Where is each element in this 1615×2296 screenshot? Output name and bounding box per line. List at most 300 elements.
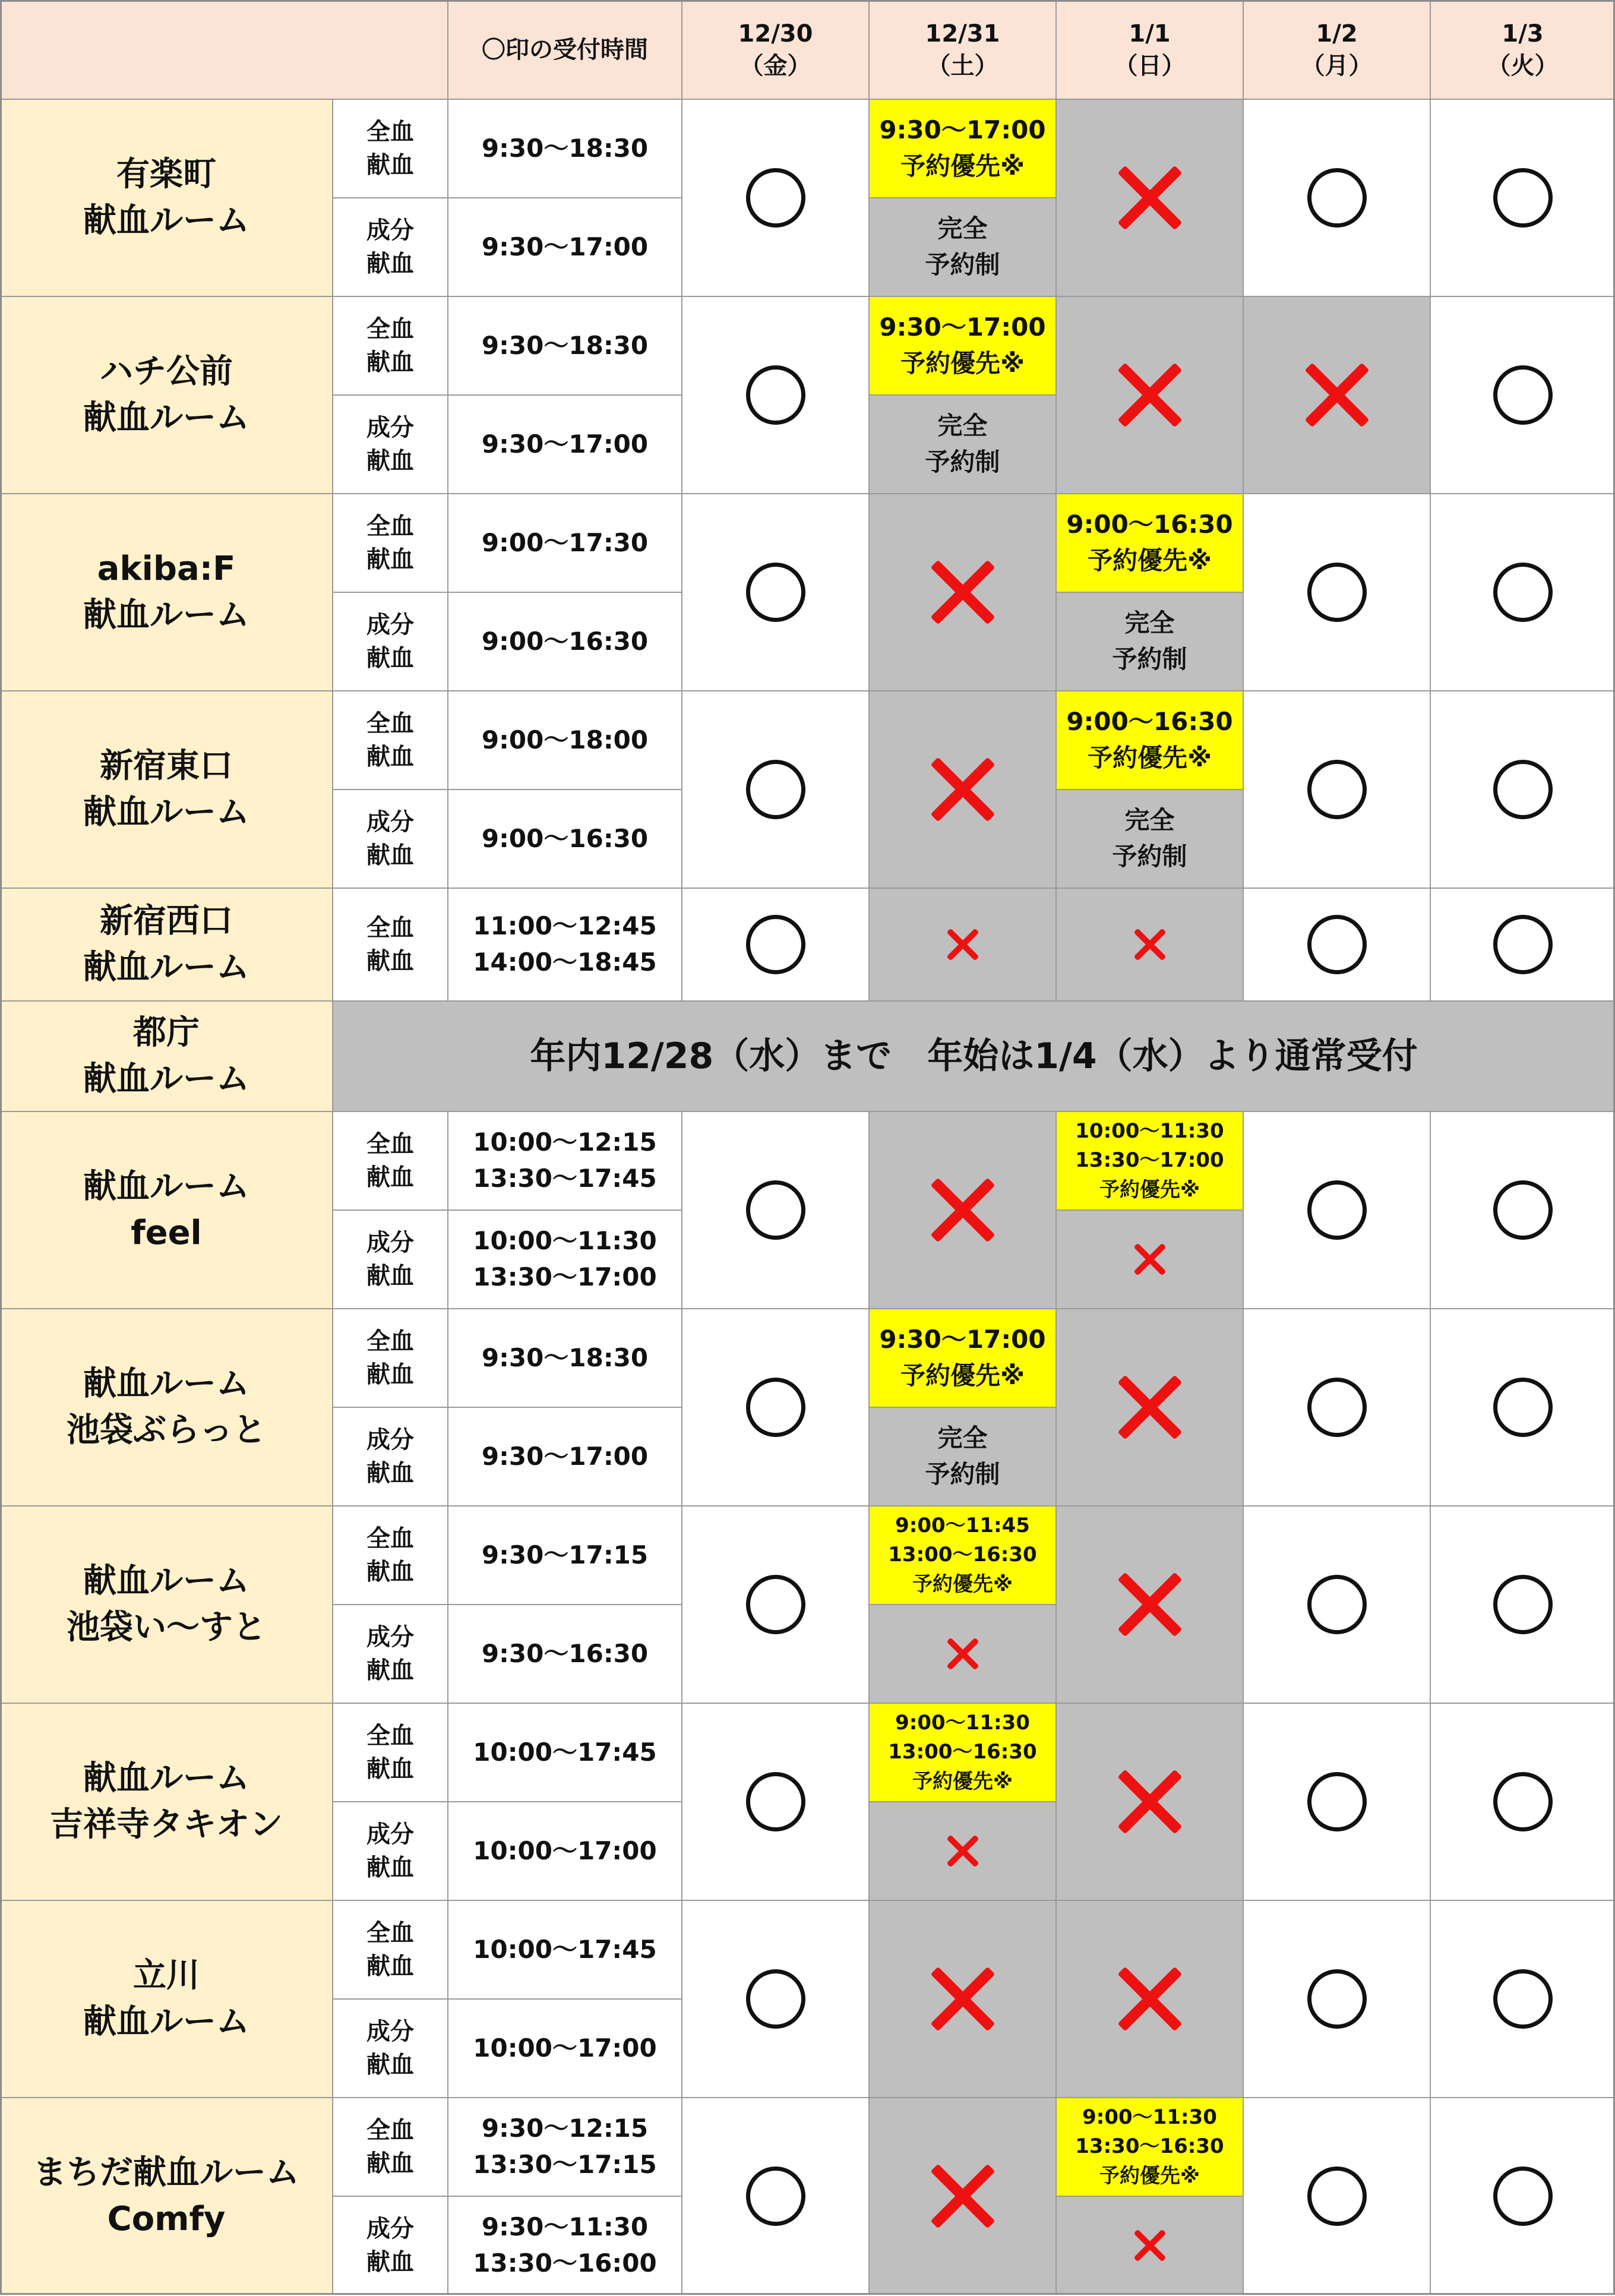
reservation-priority-slot-text: 13:30〜16:30 xyxy=(1075,2134,1224,2159)
room-name xyxy=(0,296,333,494)
reception-hours-text: 13:30〜17:00 xyxy=(473,1262,657,1291)
header-date-4-text: （月） xyxy=(1301,52,1373,80)
donation-type-text: 成分 xyxy=(366,1624,414,1651)
reservation-only-slot xyxy=(869,1407,1056,1506)
room-name-text: 立川 xyxy=(133,1956,200,1995)
donation-type-text: 全血 xyxy=(366,914,414,942)
reception-hours-text: 9:00〜18:00 xyxy=(481,725,649,754)
donation-type-text: 献血 xyxy=(366,1460,414,1487)
day-status-4 xyxy=(1243,296,1430,494)
reception-hours xyxy=(448,1900,682,1999)
donation-type xyxy=(333,2196,448,2295)
reservation-priority-slot xyxy=(869,1506,1056,1605)
open-circle-icon xyxy=(746,1969,805,2029)
donation-type-text: 成分 xyxy=(366,414,414,441)
day-status-5 xyxy=(1430,1506,1615,1703)
header-date-2 xyxy=(869,0,1056,99)
donation-type xyxy=(333,592,448,691)
reservation-priority-slot-text: 9:00〜16:30 xyxy=(1066,510,1233,539)
reception-hours xyxy=(448,198,682,296)
donation-type-text: 献血 xyxy=(366,1164,414,1191)
open-circle-icon xyxy=(1493,2166,1553,2226)
donation-type-text: 献血 xyxy=(366,546,414,573)
day-status-4 xyxy=(1243,494,1430,691)
room-name xyxy=(0,1001,333,1111)
room-name-text: 吉祥寺タキオン xyxy=(50,1805,283,1844)
reception-hours-text: 9:30〜11:30 xyxy=(481,2212,649,2242)
reception-hours xyxy=(448,1210,682,1309)
donation-type-text: 献血 xyxy=(366,948,414,975)
open-circle-icon xyxy=(746,915,805,974)
donation-type-text: 献血 xyxy=(366,1657,414,1684)
open-circle-icon xyxy=(1493,365,1553,425)
room-name xyxy=(0,99,333,296)
day-status-1 xyxy=(682,2098,869,2295)
donation-type xyxy=(333,99,448,198)
open-circle-icon xyxy=(746,563,805,622)
reservation-only-slot xyxy=(1056,789,1243,888)
donation-type-text: 献血 xyxy=(366,1854,414,1881)
reservation-priority-slot-text: 9:30〜17:00 xyxy=(879,312,1046,342)
open-circle-icon xyxy=(1493,1575,1553,1634)
open-circle-icon xyxy=(1493,1378,1553,1437)
donation-type xyxy=(333,494,448,592)
reservation-priority-slot-text: 9:30〜17:00 xyxy=(879,1325,1046,1354)
room-name-text: 都庁 xyxy=(133,1013,200,1052)
day-status-4 xyxy=(1243,1703,1430,1900)
reception-hours-text: 13:30〜16:00 xyxy=(473,2248,657,2278)
donation-type-text: 全血 xyxy=(366,1328,414,1355)
reception-hours-text: 10:00〜17:00 xyxy=(473,2033,657,2063)
donation-type-text: 全血 xyxy=(366,2117,414,2144)
reception-hours-text: 11:00〜12:45 xyxy=(473,911,657,941)
reception-hours xyxy=(448,1999,682,2098)
header-date-3 xyxy=(1056,0,1243,99)
reservation-only-slot xyxy=(869,1802,1056,1900)
room-name-text: 新宿西口 xyxy=(100,901,233,940)
reception-hours xyxy=(448,888,682,1001)
reception-hours-text: 13:30〜17:45 xyxy=(473,1164,657,1193)
closed-cross-icon xyxy=(1117,1769,1183,1834)
reservation-priority-slot-text: 9:30〜17:00 xyxy=(879,115,1046,145)
reception-hours-text: 9:00〜17:30 xyxy=(481,528,649,557)
closed-cross-icon xyxy=(1117,362,1183,428)
reservation-priority-slot xyxy=(869,1703,1056,1802)
header-date-5-text: （火） xyxy=(1487,52,1559,80)
room-name xyxy=(0,1703,333,1900)
reservation-priority-slot-text: 9:00〜11:30 xyxy=(895,1711,1030,1735)
donation-type-text: 献血 xyxy=(366,2150,414,2177)
donation-type xyxy=(333,1407,448,1506)
reception-hours xyxy=(448,494,682,592)
room-name-text: akiba:F xyxy=(97,549,236,588)
reception-hours-text: 10:00〜17:45 xyxy=(473,1934,657,1964)
donation-type xyxy=(333,1605,448,1703)
donation-type-text: 成分 xyxy=(366,1821,414,1848)
day-status-1 xyxy=(682,691,869,888)
reception-hours-text: 9:30〜18:30 xyxy=(481,133,649,163)
reservation-only-slot xyxy=(1056,2196,1243,2295)
room-name-text: 献血ルーム xyxy=(83,1364,249,1403)
open-circle-icon xyxy=(746,1378,805,1437)
room-name-text: 池袋ぶらっと xyxy=(67,1411,266,1449)
header-date-3-text: 1/1 xyxy=(1129,20,1171,48)
closed-cross-icon xyxy=(930,1966,995,2032)
room-name-text: Comfy xyxy=(107,2200,226,2238)
donation-type xyxy=(333,296,448,395)
open-circle-icon xyxy=(746,760,805,819)
donation-type-text: 献血 xyxy=(366,645,414,672)
day-status-5 xyxy=(1430,494,1615,691)
closed-cross-icon xyxy=(1132,1242,1168,1277)
open-circle-icon xyxy=(1307,168,1367,228)
room-name xyxy=(0,1900,333,2098)
day-status-2 xyxy=(869,1900,1056,2098)
closed-cross-icon xyxy=(1117,1966,1183,2032)
reservation-priority-slot-text: 13:00〜16:30 xyxy=(888,1543,1037,1567)
room-name-text: ハチ公前 xyxy=(100,352,233,391)
day-status-2 xyxy=(869,494,1056,691)
donation-type-text: 全血 xyxy=(366,1919,414,1947)
day-status-2 xyxy=(869,888,1056,1001)
day-status-1 xyxy=(682,1506,869,1703)
day-status-3 xyxy=(1056,99,1243,296)
room-name-text: まちだ献血ルーム xyxy=(33,2153,299,2192)
reception-hours-text: 13:30〜17:15 xyxy=(473,2150,657,2179)
donation-type-text: 成分 xyxy=(366,809,414,836)
day-status-2 xyxy=(869,1111,1056,1309)
donation-type-text: 全血 xyxy=(366,1722,414,1749)
donation-type xyxy=(333,1703,448,1802)
open-circle-icon xyxy=(1493,1772,1553,1831)
open-circle-icon xyxy=(1493,168,1553,228)
room-name xyxy=(0,888,333,1001)
day-status-1 xyxy=(682,1900,869,2098)
reservation-only-slot-text: 予約制 xyxy=(925,1460,1000,1489)
closed-cross-icon xyxy=(930,560,995,625)
day-status-5 xyxy=(1430,691,1615,888)
reception-hours-text: 9:30〜17:00 xyxy=(481,232,649,261)
reception-hours-text: 9:30〜17:00 xyxy=(481,429,649,459)
reservation-only-slot-text: 完全 xyxy=(937,1423,988,1453)
reservation-only-slot xyxy=(869,1605,1056,1703)
donation-type xyxy=(333,395,448,494)
donation-type-text: 献血 xyxy=(366,1361,414,1388)
open-circle-icon xyxy=(1307,1575,1367,1634)
open-circle-icon xyxy=(746,1575,805,1634)
room-name-text: 献血ルーム xyxy=(83,793,249,832)
day-status-1 xyxy=(682,1703,869,1900)
day-status-2 xyxy=(869,691,1056,888)
reception-hours xyxy=(448,1802,682,1900)
closed-cross-icon xyxy=(1304,362,1370,428)
reservation-priority-slot-text: 予約優先※ xyxy=(1099,2164,1200,2188)
donation-type xyxy=(333,1506,448,1605)
room-name-text: feel xyxy=(131,1214,202,1252)
open-circle-icon xyxy=(1493,760,1553,819)
donation-type-text: 全血 xyxy=(366,1130,414,1158)
reservation-only-slot-text: 予約制 xyxy=(1112,645,1187,674)
donation-type xyxy=(333,888,448,1001)
donation-type xyxy=(333,691,448,789)
reservation-priority-slot-text: 予約優先※ xyxy=(900,1361,1025,1390)
reception-hours xyxy=(448,296,682,395)
donation-type-text: 献血 xyxy=(366,447,414,475)
reception-hours-text: 9:30〜12:15 xyxy=(481,2114,649,2143)
reservation-priority-slot-text: 予約優先※ xyxy=(912,1572,1013,1596)
reservation-only-slot-text: 予約制 xyxy=(925,250,1000,279)
reception-hours xyxy=(448,1407,682,1506)
open-circle-icon xyxy=(1493,915,1553,974)
reception-hours xyxy=(448,2196,682,2295)
reception-hours-text: 10:00〜12:15 xyxy=(473,1128,657,1157)
room-name xyxy=(0,1309,333,1506)
day-status-5 xyxy=(1430,296,1615,494)
room-name xyxy=(0,691,333,888)
day-status-5 xyxy=(1430,1111,1615,1309)
open-circle-icon xyxy=(746,1180,805,1240)
room-name-text: 献血ルーム xyxy=(83,399,249,437)
open-circle-icon xyxy=(1493,1180,1553,1240)
header-date-4-text: 1/2 xyxy=(1316,20,1358,48)
reception-hours-text: 9:30〜18:30 xyxy=(481,330,649,360)
closed-cross-icon xyxy=(930,2164,995,2229)
day-status-4 xyxy=(1243,691,1430,888)
day-status-4 xyxy=(1243,1309,1430,1506)
donation-type-text: 献血 xyxy=(366,1953,414,1980)
donation-type-text: 成分 xyxy=(366,2018,414,2045)
reception-hours-text: 9:00〜16:30 xyxy=(481,823,649,853)
day-status-5 xyxy=(1430,2098,1615,2295)
reception-hours xyxy=(448,1506,682,1605)
day-status-3 xyxy=(1056,1506,1243,1703)
reception-hours xyxy=(448,1309,682,1407)
donation-type-text: 成分 xyxy=(366,2215,414,2243)
day-status-4 xyxy=(1243,2098,1430,2295)
donation-type-text: 献血 xyxy=(366,349,414,376)
donation-type-text: 献血 xyxy=(366,1755,414,1783)
header-time-column xyxy=(448,0,682,99)
room-notice-text: 年内12/28（水）まで 年始は1/4（水）より通常受付 xyxy=(530,1035,1418,1077)
open-circle-icon xyxy=(1307,1969,1367,2029)
reservation-priority-slot-text: 13:00〜16:30 xyxy=(888,1740,1037,1764)
reception-hours xyxy=(448,789,682,888)
room-name xyxy=(0,494,333,691)
reservation-priority-slot-text: 9:00〜16:30 xyxy=(1066,707,1233,737)
donation-type xyxy=(333,1802,448,1900)
open-circle-icon xyxy=(1493,563,1553,622)
donation-type xyxy=(333,1309,448,1407)
closed-cross-icon xyxy=(1132,2228,1168,2263)
donation-type-text: 成分 xyxy=(366,1426,414,1454)
room-name-text: 献血ルーム xyxy=(83,1561,249,1600)
closed-cross-icon xyxy=(945,1833,981,1869)
reception-hours xyxy=(448,2098,682,2196)
day-status-5 xyxy=(1430,1703,1615,1900)
open-circle-icon xyxy=(746,168,805,228)
donation-type xyxy=(333,1999,448,2098)
room-name-text: 新宿東口 xyxy=(100,746,233,785)
reception-hours xyxy=(448,592,682,691)
donation-type-text: 献血 xyxy=(366,1558,414,1586)
day-status-3 xyxy=(1056,296,1243,494)
room-name xyxy=(0,1506,333,1703)
day-status-5 xyxy=(1430,1309,1615,1506)
donation-type-text: 献血 xyxy=(366,2051,414,2079)
donation-type xyxy=(333,1900,448,1999)
donation-type-text: 全血 xyxy=(366,315,414,343)
room-name-text: 献血ルーム xyxy=(83,1167,249,1206)
day-status-1 xyxy=(682,296,869,494)
reservation-priority-slot-text: 予約優先※ xyxy=(1088,743,1212,772)
day-status-2 xyxy=(869,2098,1056,2295)
reservation-only-slot-text: 完全 xyxy=(937,411,988,441)
donation-type-text: 成分 xyxy=(366,1229,414,1256)
room-name-text: 献血ルーム xyxy=(83,948,249,987)
reservation-priority-slot-text: 予約優先※ xyxy=(1099,1177,1200,1202)
header-date-2-text: （土） xyxy=(927,52,998,80)
room-notice xyxy=(333,1001,1615,1111)
reception-hours-text: 10:00〜17:45 xyxy=(473,1737,657,1767)
reception-hours xyxy=(448,1605,682,1703)
day-status-5 xyxy=(1430,1900,1615,2098)
open-circle-icon xyxy=(1307,760,1367,819)
room-name-text: 献血ルーム xyxy=(83,1060,249,1098)
open-circle-icon xyxy=(746,365,805,425)
reservation-only-slot-text: 予約制 xyxy=(1112,842,1187,871)
reception-hours xyxy=(448,1703,682,1802)
reservation-priority-slot-text: 予約優先※ xyxy=(1088,546,1212,575)
donation-type-text: 全血 xyxy=(366,513,414,540)
day-status-4 xyxy=(1243,1900,1430,2098)
reservation-only-slot-text: 完全 xyxy=(1124,806,1175,835)
room-name-text: 献血ルーム xyxy=(83,201,249,240)
reception-hours-text: 9:00〜16:30 xyxy=(481,626,649,656)
reservation-priority-slot xyxy=(1056,494,1243,592)
reservation-priority-slot xyxy=(1056,2098,1243,2196)
open-circle-icon xyxy=(1307,1772,1367,1831)
reception-hours-text: 10:00〜11:30 xyxy=(473,1226,657,1256)
header-corner xyxy=(0,0,448,99)
header-date-1 xyxy=(682,0,869,99)
room-name-text: 献血ルーム xyxy=(83,596,249,634)
day-status-3 xyxy=(1056,888,1243,1001)
day-status-3 xyxy=(1056,1703,1243,1900)
day-status-5 xyxy=(1430,888,1615,1001)
header-date-4 xyxy=(1243,0,1430,99)
reservation-only-slot xyxy=(1056,1210,1243,1309)
header-date-1-text: （金） xyxy=(739,52,811,80)
day-status-1 xyxy=(682,1309,869,1506)
room-name xyxy=(0,2098,333,2295)
donation-type xyxy=(333,2098,448,2196)
reservation-priority-slot xyxy=(1056,1111,1243,1210)
day-status-3 xyxy=(1056,1900,1243,2098)
reception-hours-text: 9:30〜17:00 xyxy=(481,1441,649,1471)
donation-type xyxy=(333,1210,448,1309)
closed-cross-icon xyxy=(1117,165,1183,230)
donation-type xyxy=(333,198,448,296)
reservation-priority-slot-text: 予約優先※ xyxy=(912,1769,1013,1793)
day-status-4 xyxy=(1243,1506,1430,1703)
donation-type xyxy=(333,789,448,888)
closed-cross-icon xyxy=(945,1636,981,1672)
reservation-only-slot xyxy=(869,395,1056,494)
reception-hours-text: 14:00〜18:45 xyxy=(473,948,657,977)
day-status-1 xyxy=(682,494,869,691)
closed-cross-icon xyxy=(930,757,995,822)
open-circle-icon xyxy=(1493,1969,1553,2029)
closed-cross-icon xyxy=(1117,1375,1183,1440)
reservation-priority-slot-text: 9:00〜11:30 xyxy=(1082,2105,1217,2130)
reservation-priority-slot-text: 予約優先※ xyxy=(900,349,1025,378)
donation-type-text: 成分 xyxy=(366,611,414,639)
day-status-4 xyxy=(1243,888,1430,1001)
header-time-column-text: 〇印の受付時間 xyxy=(482,36,648,64)
header-date-2-text: 12/31 xyxy=(925,20,1000,48)
donation-type-text: 献血 xyxy=(366,2248,414,2276)
reservation-only-slot-text: 予約制 xyxy=(925,447,1000,476)
reservation-only-slot-text: 完全 xyxy=(1124,608,1175,638)
open-circle-icon xyxy=(1307,1378,1367,1437)
room-name-text: 献血ルーム xyxy=(83,1758,249,1798)
reception-hours xyxy=(448,1111,682,1210)
room-name-text: 献血ルーム xyxy=(83,2003,249,2041)
day-status-1 xyxy=(682,1111,869,1309)
open-circle-icon xyxy=(1307,563,1367,622)
day-status-5 xyxy=(1430,99,1615,296)
reception-hours xyxy=(448,99,682,198)
open-circle-icon xyxy=(746,1772,805,1831)
donation-type xyxy=(333,1111,448,1210)
reservation-priority-slot-text: 予約優先※ xyxy=(900,151,1025,181)
day-status-1 xyxy=(682,888,869,1001)
donation-type-text: 献血 xyxy=(366,1262,414,1290)
closed-cross-icon xyxy=(930,1177,995,1243)
header-date-3-text: （日） xyxy=(1114,52,1186,80)
reception-hours-text: 9:30〜18:30 xyxy=(481,1343,649,1372)
room-name-text: 池袋い〜すと xyxy=(67,1608,266,1647)
reservation-priority-slot xyxy=(1056,691,1243,789)
reservation-only-slot-text: 完全 xyxy=(937,214,988,244)
reservation-priority-slot xyxy=(869,99,1056,198)
reservation-priority-slot-text: 10:00〜11:30 xyxy=(1075,1119,1224,1144)
header-date-5 xyxy=(1430,0,1615,99)
day-status-4 xyxy=(1243,99,1430,296)
reservation-only-slot xyxy=(869,198,1056,296)
donation-type-text: 全血 xyxy=(366,1525,414,1552)
open-circle-icon xyxy=(1307,1180,1367,1240)
reception-hours xyxy=(448,395,682,494)
donation-type-text: 献血 xyxy=(366,250,414,277)
header-date-5-text: 1/3 xyxy=(1502,20,1544,48)
day-status-3 xyxy=(1056,1309,1243,1506)
open-circle-icon xyxy=(746,2166,805,2226)
donation-type-text: 献血 xyxy=(366,842,414,869)
reservation-priority-slot xyxy=(869,296,1056,395)
donation-type-text: 献血 xyxy=(366,743,414,770)
open-circle-icon xyxy=(1307,2166,1367,2226)
donation-type-text: 献血 xyxy=(366,151,414,179)
reception-hours-text: 10:00〜17:00 xyxy=(473,1836,657,1865)
donation-type-text: 全血 xyxy=(366,710,414,737)
header-date-1-text: 12/30 xyxy=(738,20,813,48)
day-status-1 xyxy=(682,99,869,296)
reservation-only-slot xyxy=(1056,592,1243,691)
closed-cross-icon xyxy=(945,927,981,962)
reception-hours-text: 9:30〜17:15 xyxy=(481,1540,649,1569)
room-name-text: 有楽町 xyxy=(116,154,216,194)
